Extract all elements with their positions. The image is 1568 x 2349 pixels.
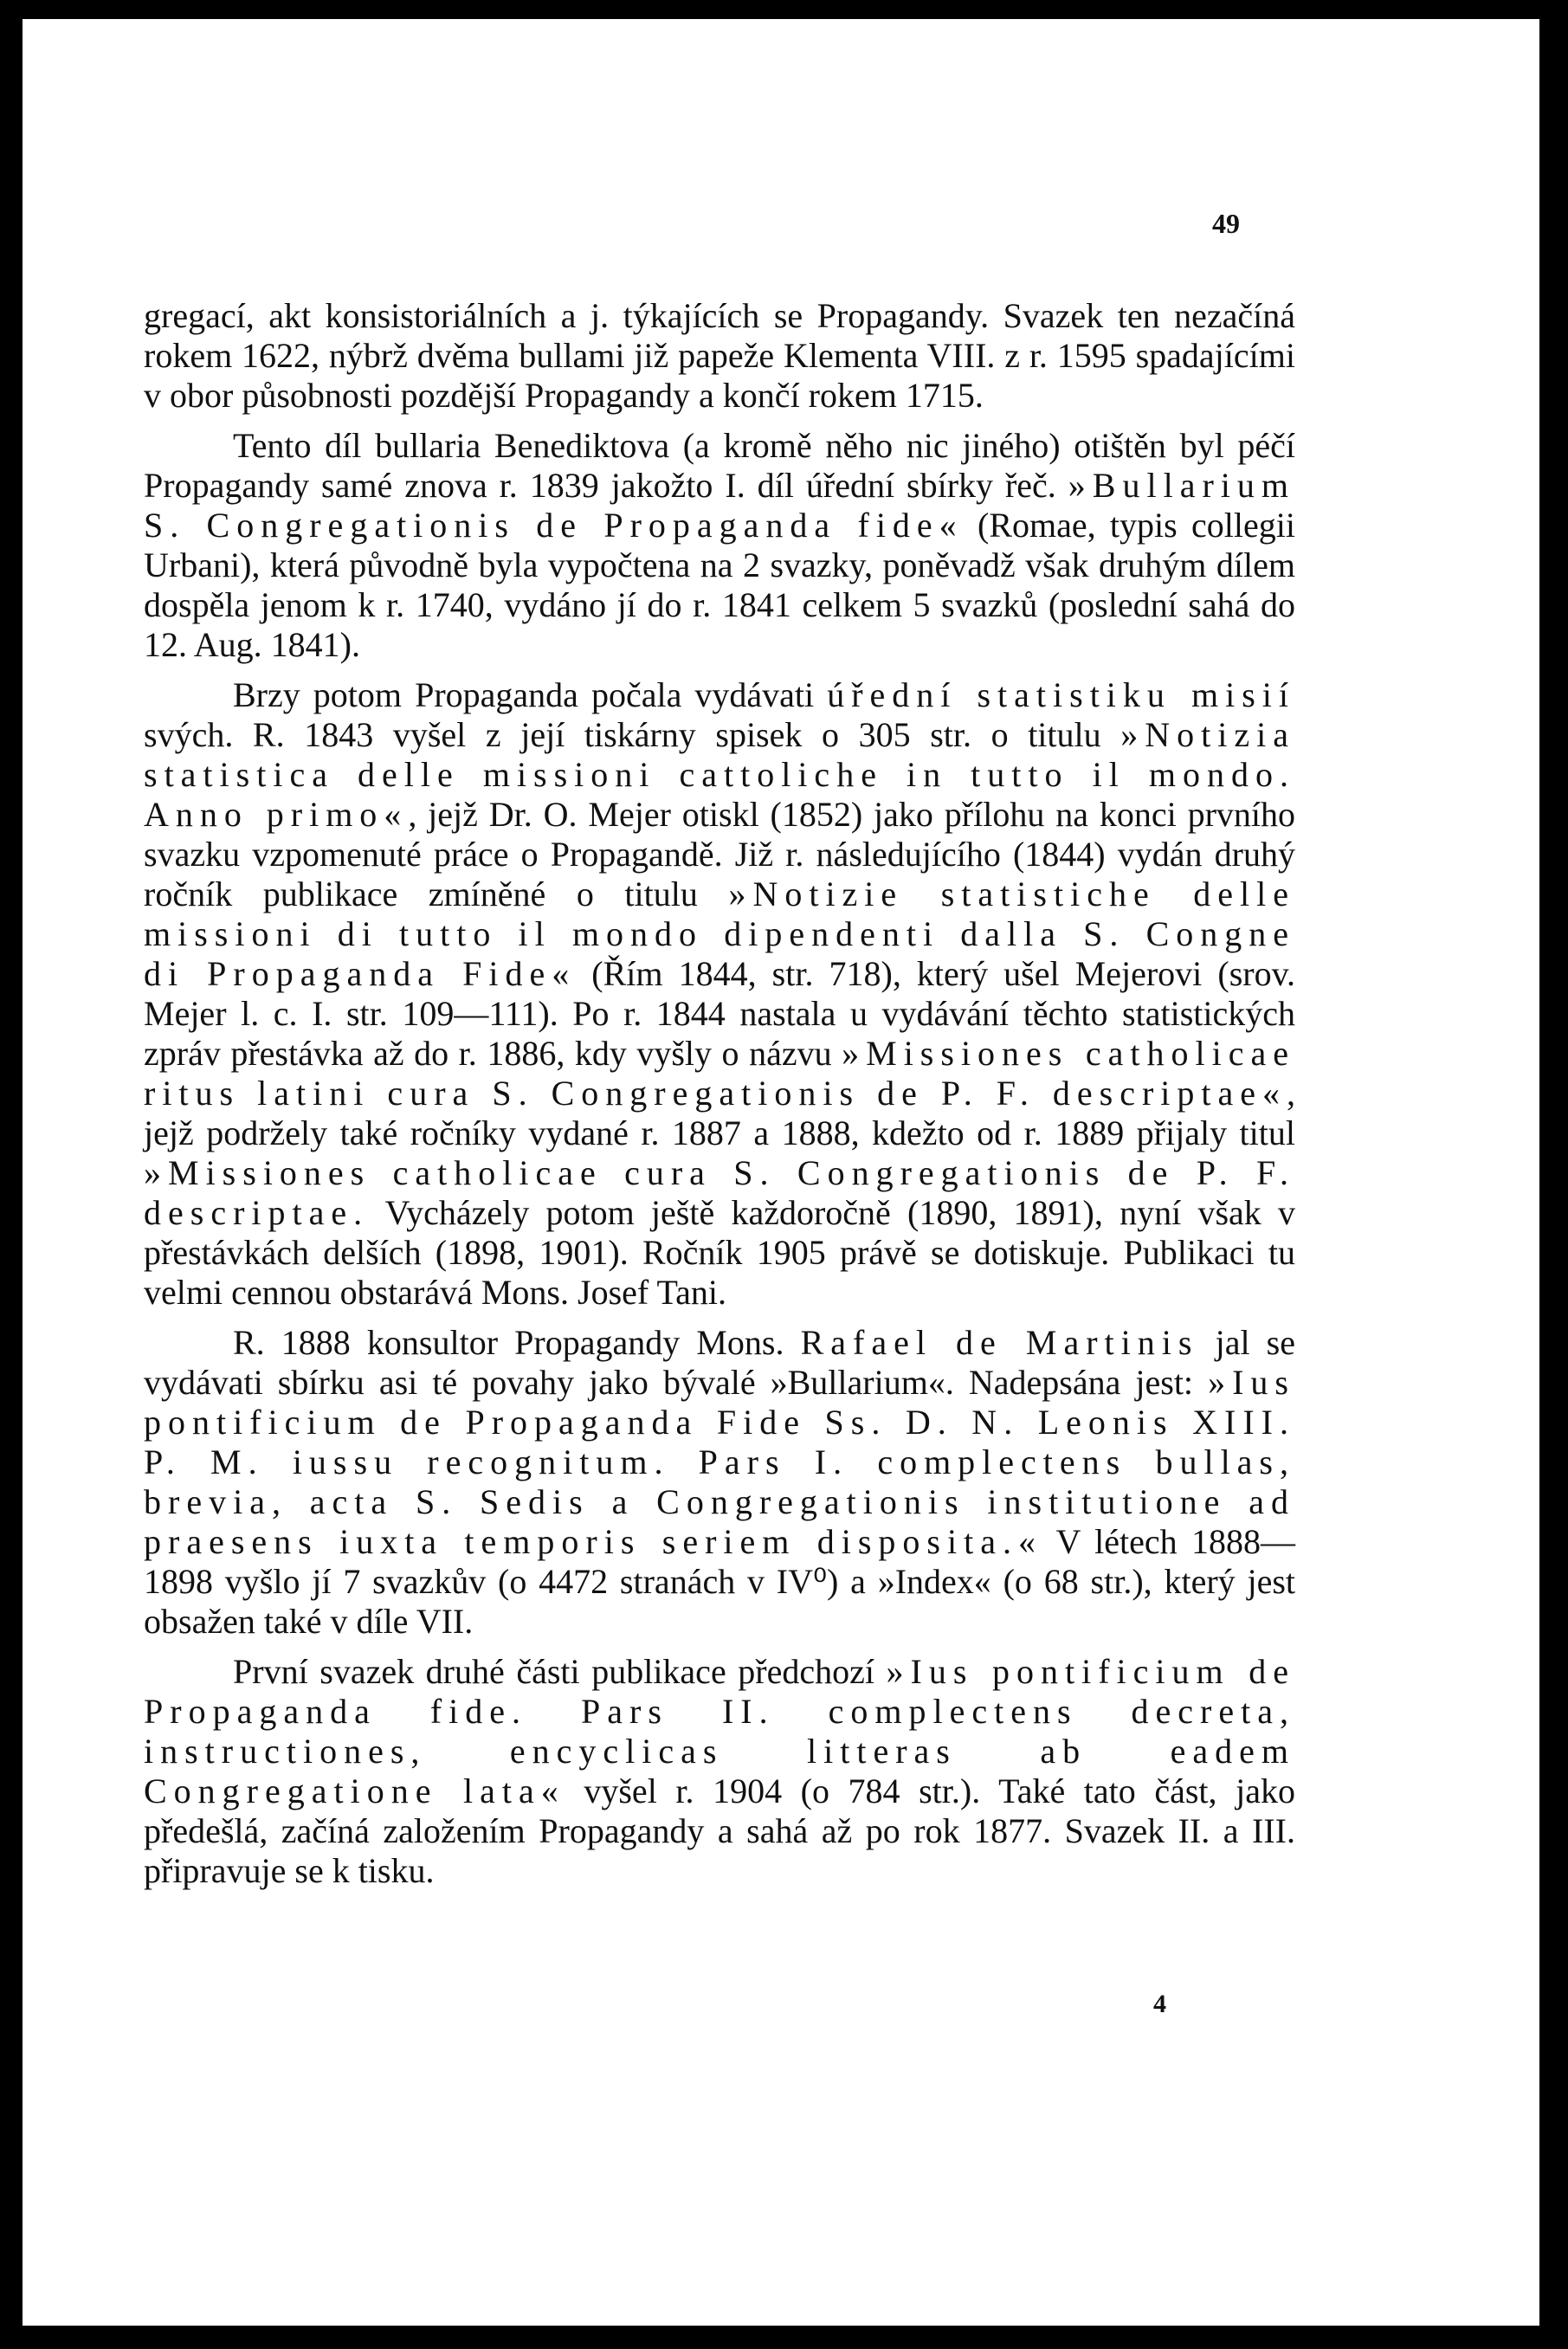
spaced-title: »Notizie statistiche delle missioni di tutto il mondo dipendenti dalla S. Congne di Propaganda Fide« — [144, 874, 1295, 993]
spaced-title: »Missiones catholicae ritus latini cura S. Congregationis de P. F. descriptae« — [144, 1034, 1296, 1113]
signature-mark: 4 — [1153, 1990, 1166, 2018]
book-page — [23, 19, 1539, 2326]
paragraph-1: gregací, akt konsistoriálních a j. týkajících se Propagandy. Svazek ten nezačíná rokem 1622, nýbrž dvěma bullami již papeže Klementa VIII. z r. 1595 spadajícími v obor působnosti pozdější Propagandy a končí rokem 1715. — [144, 296, 1295, 415]
spaced-emphasis: úřední statistiku misií — [827, 675, 1295, 714]
spaced-title: »Notizia statistica delle missioni cattoliche in tutto il mondo. Anno primo« — [144, 715, 1295, 834]
paragraph-5 — [144, 1652, 1295, 1891]
text-run: (Romae, typis collegii Urbani), která původně byla vypočtena na 2 svazky, poněvadž však druhým dílem dospěla jenom k r. 1740, vydáno jí do r. 1841 celkem 5 svazků (poslední sahá do 12. Aug. 1841). — [144, 506, 1295, 664]
page-number: 49 — [1212, 208, 1240, 239]
paragraph-2 — [144, 426, 1295, 665]
text-run: První svazek druhé části publikace předchozí — [233, 1652, 887, 1691]
text-run: V létech 1888—1898 vyšlo jí 7 svazkův (o 4472 stranách v IV⁰) a »Index« (o 68 str.), který jest obsažen také v díle VII. — [144, 1522, 1295, 1641]
text-run: Vycházely potom ještě každoročně (1890, 1891), nyní však v přestávkách delších (1898, 1901). Ročník 1905 právě se dotiskuje. Publikaci tu velmi cennou obstarává Mons. Josef Tani. — [144, 1193, 1295, 1312]
text-run: , jejž podržely také ročníky vydané r. 1887 a 1888, kdežto od r. 1889 přijaly titul — [144, 1074, 1295, 1152]
body-text — [144, 296, 1295, 1901]
spaced-title: »Ius pontificium de Propaganda fide. Pars II. complectens decreta, instructiones, encyclicas litteras ab eadem Congregatione lata« — [144, 1652, 1295, 1810]
spaced-title: »Ius pontificium de Propaganda Fide Ss. D. N. Leonis XIII. P. M. iussu recognitum. Pars I. complectens bullas, brevia, acta S. Sedis a Congregationis institutione ad praesens iuxta temporis seriem disposita.« — [144, 1363, 1295, 1561]
text-run: Tento díl bullaria Benediktova (a kromě něho nic jiného) otištěn byl péčí Propagandy samé znova r. 1839 jakožto I. díl úřední sbírky řeč. — [144, 426, 1295, 505]
spaced-title: »Bullarium S. Congregationis de Propaganda fide« — [144, 466, 1295, 545]
text-run: R. 1888 konsultor Propagandy Mons. — [233, 1323, 801, 1362]
paragraph-3 — [144, 675, 1295, 1313]
spaced-title: »Missiones catholicae cura S. Congregationis de P. F. descriptae. — [144, 1153, 1295, 1232]
text-run: jal se vydávati sbírku asi té povahy jako bývalé »Bullarium«. Nadepsána jest: — [144, 1323, 1295, 1402]
text-run: vyšel r. 1904 (o 784 str.). Také tato část, jako předešlá, začíná založením Propagandy a sahá až po rok 1877. Svazek II. a III. připravuje se k tisku. — [144, 1771, 1295, 1890]
text-run: svých. R. 1843 vyšel z její tiskárny spisek o 305 str. o titulu — [144, 715, 1121, 754]
text-run: , jejž Dr. O. Mejer otiskl (1852) jako přílohu na konci prvního svazku vzpomenuté práce o Propagandě. Již r. následujícího (1844) vydán druhý ročník publikace zmíněné o titulu — [144, 795, 1295, 913]
paragraph-4 — [144, 1323, 1295, 1642]
spaced-name: Rafael de Martinis — [800, 1323, 1199, 1362]
text-run: Brzy potom Propaganda počala vydávati — [233, 675, 828, 714]
text-run: (Řím 1844, str. 718), který ušel Mejerovi (srov. Mejer l. c. I. str. 109—111). Po r. 1844 nastala u vydávání těchto statistických zpráv přestávka až do r. 1886, kdy vyšly o názvu — [144, 954, 1295, 1073]
